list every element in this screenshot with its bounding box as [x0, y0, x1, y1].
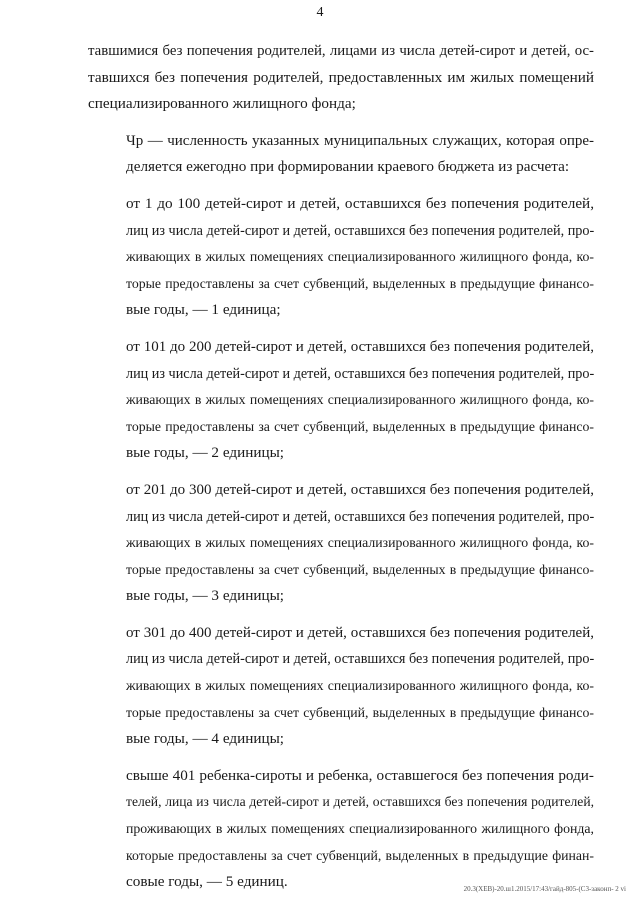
text-line: торые предоставлены за счет субвенций, выделенных в предыдущие финансо-: [126, 704, 594, 720]
text-line: деляется ежегодно при формировании краевого бюджета из расчета:: [126, 158, 570, 176]
text-line: совые годы, — 5 единиц.: [126, 873, 288, 891]
paragraph: [88, 128, 594, 181]
text-line: тавшихся без попечения родителей, предоставленных им жилых помещений: [88, 68, 594, 86]
text-line: телей, лица из числа детей-сирот и детей, оставшихся без попечения родителей,: [126, 794, 594, 810]
text-line: лиц из числа детей-сирот и детей, оставшихся без попечения родителей, про-: [126, 222, 595, 239]
text-line: лиц из числа детей-сирот и детей, оставшихся без попечения родителей, про-: [126, 365, 595, 382]
paragraph: [88, 38, 594, 118]
text-line: которые предоставлены за счет субвенций, выделенных в предыдущие финан-: [126, 847, 594, 863]
text-line: специализированного жилищного фонда;: [88, 95, 356, 113]
footer-code: 20.3(XЕВ)-20.ш1.2015/17:43/гайд-805-(С3-законп- 2 vi: [463, 885, 626, 893]
paragraph: [88, 620, 594, 753]
text-line: от 1 до 100 детей-сирот и детей, оставшихся без попечения родителей,: [126, 194, 594, 212]
text-line: свыше 401 ребенка-сироты и ребенка, оставшегося без попечения роди-: [126, 766, 594, 784]
paragraph: [88, 191, 594, 324]
text-line: торые предоставлены за счет субвенций, выделенных в предыдущие финансо-: [126, 561, 594, 577]
text-line: торые предоставлены за счет субвенций, выделенных в предыдущие финансо-: [126, 418, 594, 434]
text-line: от 201 до 300 детей-сирот и детей, оставшихся без попечения родителей,: [126, 481, 594, 498]
document-body: [88, 38, 594, 906]
text-line: лиц из числа детей-сирот и детей, оставшихся без попечения родителей, про-: [126, 508, 595, 525]
paragraph: [88, 477, 594, 610]
text-line: живающих в жилых помещениях специализированного жилищного фонда, ко-: [126, 249, 594, 265]
text-line: живающих в жилых помещениях специализированного жилищного фонда, ко-: [126, 535, 594, 551]
text-line: вые годы, — 3 единицы;: [126, 587, 285, 605]
paragraph: [88, 763, 594, 896]
paragraph: [88, 334, 594, 467]
text-line: вые годы, — 2 единицы;: [126, 444, 285, 462]
text-line: лиц из числа детей-сирот и детей, оставшихся без попечения родителей, про-: [126, 651, 595, 668]
text-line: живающих в жилых помещениях специализированного жилищного фонда, ко-: [126, 678, 594, 694]
text-line: тавшимися без попечения родителей, лицами из числа детей-сирот и детей, ос-: [88, 43, 594, 59]
text-line: Чр — численность указанных муниципальных служащих, которая опре-: [126, 132, 594, 149]
text-line: проживающих в жилых помещениях специализированного жилищного фонда,: [126, 821, 594, 837]
page-number: 4: [316, 5, 324, 20]
text-line: вые годы, — 4 единицы;: [126, 730, 285, 748]
text-line: от 101 до 200 детей-сирот и детей, оставшихся без попечения родителей,: [126, 338, 594, 355]
text-line: живающих в жилых помещениях специализированного жилищного фонда, ко-: [126, 392, 594, 408]
text-line: торые предоставлены за счет субвенций, выделенных в предыдущие финансо-: [126, 275, 594, 291]
text-line: вые годы, — 1 единица;: [126, 301, 281, 319]
text-line: от 301 до 400 детей-сирот и детей, оставшихся без попечения родителей,: [126, 624, 594, 641]
